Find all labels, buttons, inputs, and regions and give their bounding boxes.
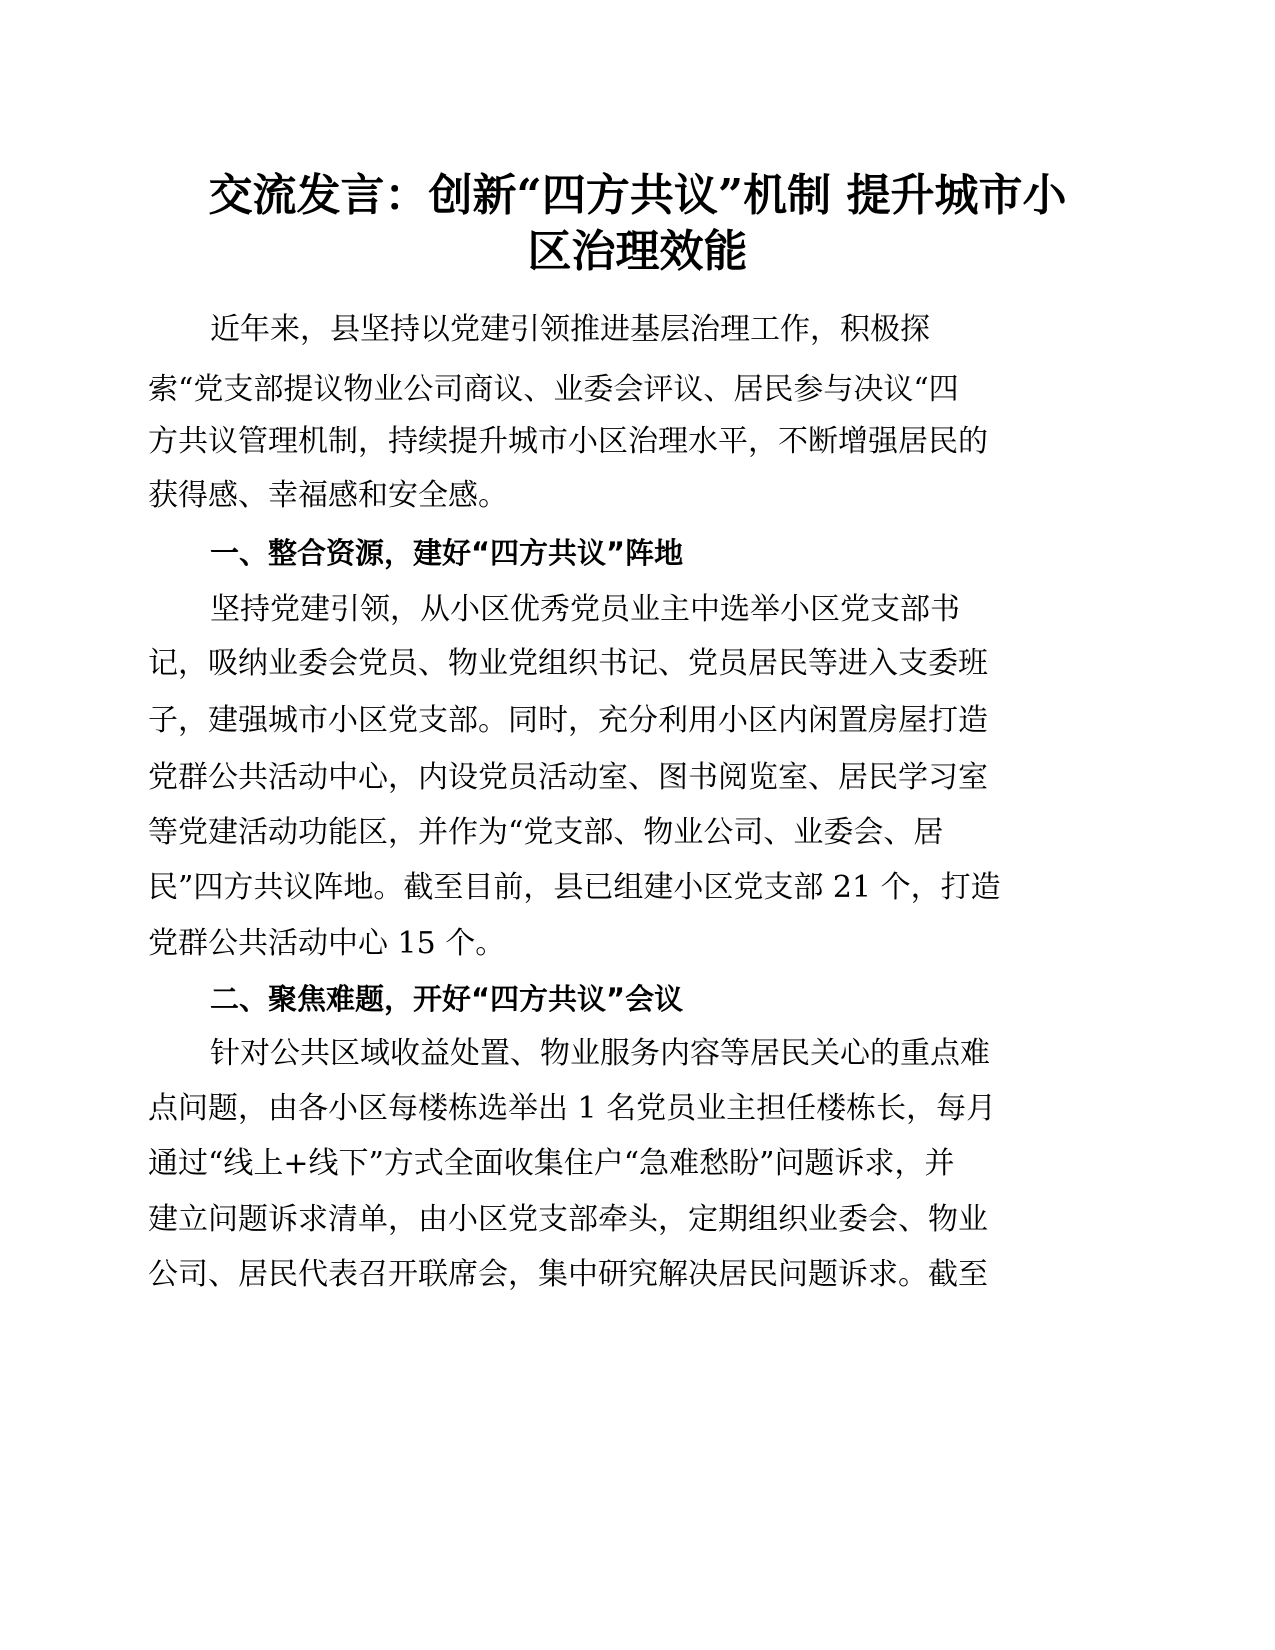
intro-line-4: 获得感、幸福感和安全感。 — [148, 478, 508, 513]
section-1-line-7: 党群公共活动中心 15 个。 — [148, 926, 506, 961]
section-1-line-1: 坚持党建引领，从小区优秀党员业主中选举小区党支部书 — [210, 592, 960, 627]
section-1-line-6: 民”四方共议阵地。截至目前，县已组建小区党支部 21 个，打造 — [148, 870, 1001, 905]
section-1-heading: 一、整合资源，建好“四方共议”阵地 — [210, 536, 684, 570]
section-2-line-4: 建立问题诉求清单，由小区党支部牵头，定期组织业委会、物业 — [148, 1202, 988, 1237]
section-1-line-3: 子，建强城市小区党支部。同时，充分利用小区内闲置房屋打造 — [148, 703, 988, 738]
intro-line-2: 索“党支部提议物业公司商议、业委会评议、居民参与决议“四 — [148, 372, 959, 407]
section-2-line-1: 针对公共区域收益处置、物业服务内容等居民关心的重点难 — [210, 1036, 990, 1071]
document-title-line-2: 区治理效能 — [527, 226, 748, 277]
section-2-line-5: 公司、居民代表召开联席会，集中研究解决居民问题诉求。截至 — [148, 1257, 988, 1292]
section-2-line-3: 通过“线上+线下”方式全面收集住户“急难愁盼”问题诉求，并 — [148, 1146, 955, 1181]
document-title-line-1: 交流发言：创新“四方共议”机制 提升城市小 — [208, 170, 1067, 221]
intro-line-3: 方共议管理机制，持续提升城市小区治理水平，不断增强居民的 — [148, 424, 988, 459]
section-1-line-5: 等党建活动功能区，并作为“党支部、物业公司、业委会、居 — [148, 815, 944, 850]
section-1-line-2: 记，吸纳业委会党员、物业党组织书记、党员居民等进入支委班 — [148, 646, 988, 681]
section-2-line-2: 点问题，由各小区每楼栋选举出 1 名党员业主担任楼栋长，每月 — [148, 1091, 997, 1126]
section-1-line-4: 党群公共活动中心，内设党员活动室、图书阅览室、居民学习室 — [148, 760, 988, 795]
intro-line-1: 近年来，县坚持以党建引领推进基层治理工作，积极探 — [210, 312, 930, 347]
section-2-heading: 二、聚焦难题，开好“四方共议”会议 — [210, 982, 684, 1016]
